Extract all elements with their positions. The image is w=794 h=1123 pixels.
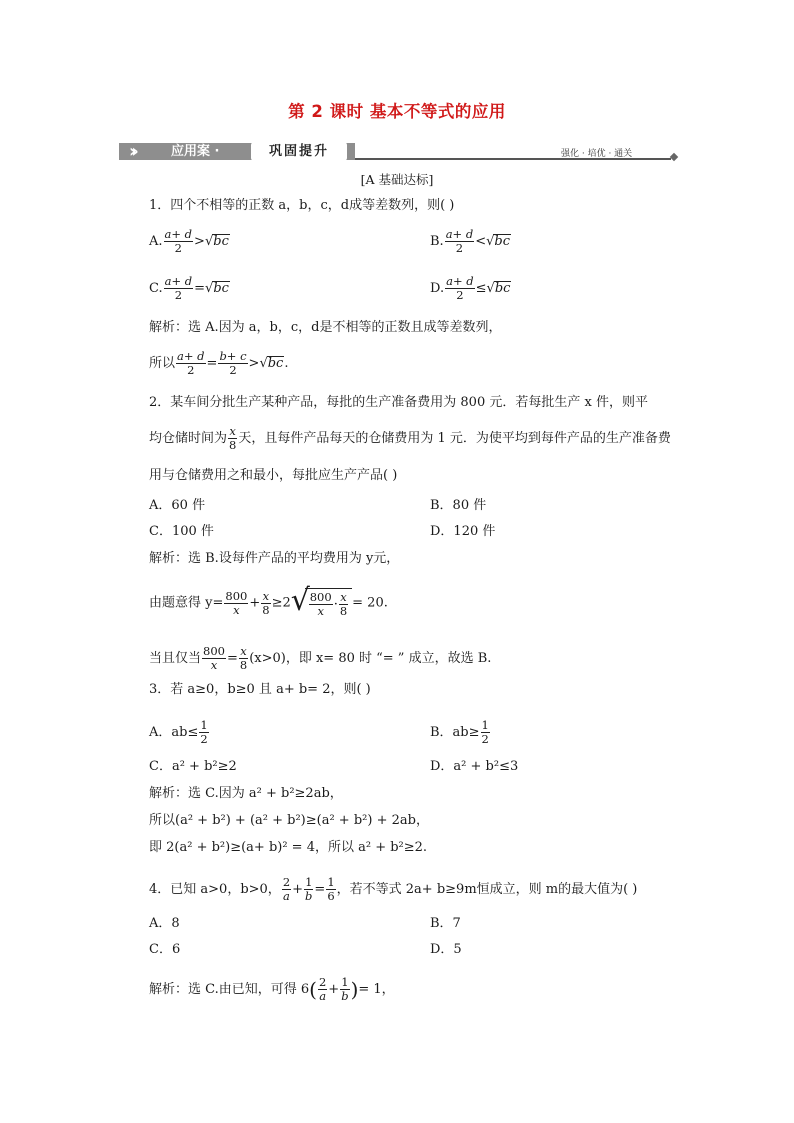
q2-option-a: A．60 件 xyxy=(149,498,206,513)
q2-stem-line1: 2．某车间分批生产某种产品，每批的生产准备费用为 800 元．若每批生产 x 件，则平 xyxy=(149,395,648,410)
page-title: 第 2 课时 基本不等式的应用 xyxy=(288,102,506,121)
q3-option-c: C．a² + b²≥2 xyxy=(149,759,237,774)
q2-solution-line3: 当且仅当 $\frac{800}{x}$ = $\frac{x}{8}$ (x>0)，即 x= 80 时 “= ” 成立，故选 B. xyxy=(149,644,492,672)
q4-option-a: A．8 xyxy=(149,916,180,931)
q4-option-c: C．6 xyxy=(149,942,181,957)
q3-option-b: B．ab≥ $\frac{1}{2}$ xyxy=(430,718,489,746)
q1-option-d: D. $\frac{a+ d}{2}$ ≤√bc xyxy=(430,274,511,302)
q1-option-a: A. $\frac{a+ d}{2}$ >√bc xyxy=(149,227,229,255)
q3-solution-line2: 所以(a² + b²) + (a² + b²)≥(a² + b²) + 2ab， xyxy=(149,813,429,828)
q4-option-d: D．5 xyxy=(430,942,462,957)
section-banner xyxy=(119,138,679,164)
q4-option-b: B．7 xyxy=(430,916,461,931)
q2-stem-line3: 用与仓储费用之和最小，每批应生产产品( ) xyxy=(149,468,398,483)
q2-solution-line2: 由题意得 y= $\frac{800}{x}$ + $\frac{x}{8}$ ≥2 √ $\frac{800}{x}$ · $\frac{x}{8}$ = 20. xyxy=(149,583,388,618)
q2-option-d: D．120 件 xyxy=(430,524,496,539)
q1-stem: 1．四个不相等的正数 a，b，c，d成等差数列，则( ) xyxy=(149,198,455,213)
q1-solution-line2: 所以 $\frac{a+ d}{2}$ = $\frac{b+ c}{2}$ >√bc. xyxy=(149,349,289,377)
banner-label: 应用案 · xyxy=(171,144,220,159)
q2-stem-line2: 均仓储时间为 $\frac{x}{8}$ 天，且每件产品每天的仓储费用为 1 元．为使平均到每件产品的生产准备费 xyxy=(149,424,671,452)
banner-tagline: 强化 · 培优 · 通关 xyxy=(561,149,633,159)
q2-option-b: B．80 件 xyxy=(430,498,487,513)
q3-option-a: A．ab≤ $\frac{1}{2}$ xyxy=(149,718,208,746)
q4-stem: 4．已知 a>0，b>0， $\frac{2}{a}$ + $\frac{1}{b}$ = $\frac{1}{6}$ ，若不等式 2a+ b≥9m恒成立，则 m的最大值为( ) xyxy=(149,875,638,903)
q3-stem: 3．若 a≥0，b≥0 且 a+ b= 2，则( ) xyxy=(149,682,371,697)
section-heading: [A 基础达标] xyxy=(360,172,434,187)
q2-solution-line1: 解析：选 B.设每件产品的平均费用为 y元， xyxy=(149,551,400,566)
q3-option-d: D．a² + b²≤3 xyxy=(430,759,519,774)
q3-solution-line1: 解析：选 C.因为 a² + b²≥2ab， xyxy=(149,786,343,801)
q1-option-c: C. $\frac{a+ d}{2}$ =√bc xyxy=(149,274,229,302)
diamond-icon xyxy=(670,153,678,161)
q1-solution-line1: 解析：选 A.因为 a，b，c，d是不相等的正数且成等差数列， xyxy=(149,320,502,335)
chevron-right-icon: ›› xyxy=(129,141,134,162)
q2-option-c: C．100 件 xyxy=(149,524,214,539)
q4-solution-line1: 解析：选 C.由已知，可得 6( $\frac{2}{a}$ + $\frac{1}{b}$ )= 1， xyxy=(149,975,395,1003)
q1-option-b: B. $\frac{a+ d}{2}$ <√bc xyxy=(430,227,511,255)
banner-label-highlight: 巩固提升 xyxy=(251,142,347,161)
q3-solution-line3: 即 2(a² + b²)≥(a+ b)² = 4，所以 a² + b²≥2. xyxy=(149,840,428,855)
